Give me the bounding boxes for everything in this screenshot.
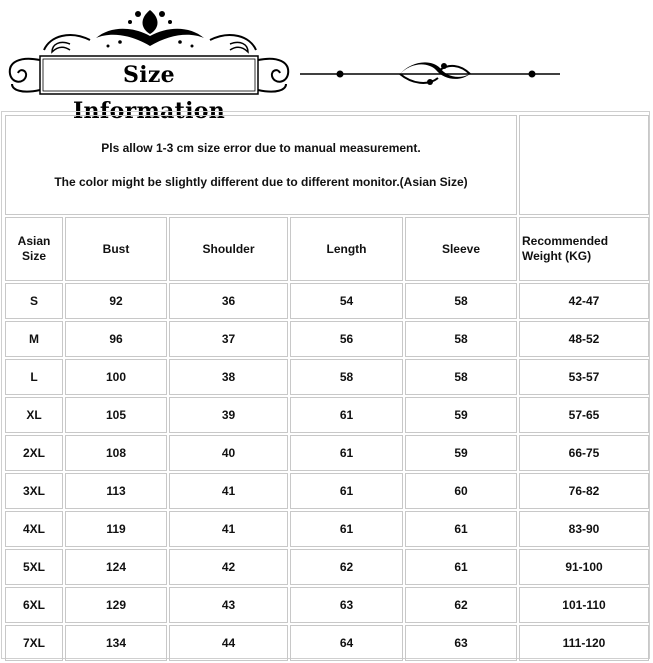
notes-empty-cell [519,115,649,215]
cell-length: 61 [290,435,403,471]
cell-shoulder: 43 [169,587,288,623]
header-recommended-weight [519,217,649,281]
cell-length: 62 [290,549,403,585]
cell-weight: 48-52 [519,321,649,357]
table-row [5,435,649,471]
cell-weight: 83-90 [519,511,649,547]
cell-sleeve: 59 [405,435,517,471]
table-row [5,397,649,433]
cell-bust: 96 [65,321,167,357]
cell-size: 6XL [5,587,63,623]
cell-length: 64 [290,625,403,661]
cell-sleeve: 61 [405,549,517,585]
header-length: Length [290,217,403,281]
cell-shoulder: 41 [169,511,288,547]
table-header-row [5,217,649,281]
notes-cell [5,115,517,215]
cell-size: 3XL [5,473,63,509]
table-row [5,587,649,623]
cell-weight: 66-75 [519,435,649,471]
cell-bust: 124 [65,549,167,585]
cell-weight: 57-65 [519,397,649,433]
cell-sleeve: 58 [405,321,517,357]
table-row [5,359,649,395]
header-shoulder: Shoulder [169,217,288,281]
cell-shoulder: 42 [169,549,288,585]
cell-size: 4XL [5,511,63,547]
cell-size: 7XL [5,625,63,661]
table-row [5,511,649,547]
cell-size: 5XL [5,549,63,585]
cell-weight: 111-120 [519,625,649,661]
header-bust: Bust [65,217,167,281]
cell-size: L [5,359,63,395]
cell-weight: 76-82 [519,473,649,509]
table-row [5,283,649,319]
cell-length: 61 [290,397,403,433]
cell-length: 54 [290,283,403,319]
cell-bust: 105 [65,397,167,433]
header-asian-size [5,217,63,281]
cell-sleeve: 58 [405,283,517,319]
cell-length: 56 [290,321,403,357]
cell-sleeve: 58 [405,359,517,395]
cell-shoulder: 39 [169,397,288,433]
cell-length: 63 [290,587,403,623]
table-row [5,321,649,357]
header-sleeve: Sleeve [405,217,517,281]
table-row [5,549,649,585]
note-color-difference: The color might be slightly different due to different monitor.(Asian Size) [54,174,468,189]
cell-shoulder: 37 [169,321,288,357]
table-row [5,473,649,509]
header-weight-line2: Weight (KG) [522,249,592,263]
cell-weight: 101-110 [519,587,649,623]
banner-title: Size Information [72,62,226,124]
cell-size: XL [5,397,63,433]
cell-sleeve: 62 [405,587,517,623]
cell-bust: 119 [65,511,167,547]
table-row [5,625,649,661]
cell-weight: 42-47 [519,283,649,319]
note-measurement-error: Pls allow 1-3 cm size error due to manual measurement. [101,140,421,155]
cell-sleeve: 59 [405,397,517,433]
header-asian-size-line1: Asian [17,234,51,248]
cell-shoulder: 44 [169,625,288,661]
cell-shoulder: 36 [169,283,288,319]
cell-length: 61 [290,511,403,547]
header-asian-size-line2: Size [21,249,46,263]
cell-sleeve: 63 [405,625,517,661]
cell-bust: 113 [65,473,167,509]
cell-bust: 108 [65,435,167,471]
size-info-banner [0,0,653,124]
cell-bust: 92 [65,283,167,319]
cell-size: M [5,321,63,357]
cell-bust: 129 [65,587,167,623]
cell-length: 58 [290,359,403,395]
cell-size: S [5,283,63,319]
notes-row [5,115,649,215]
cell-sleeve: 60 [405,473,517,509]
cell-shoulder: 40 [169,435,288,471]
cell-shoulder: 38 [169,359,288,395]
cell-bust: 134 [65,625,167,661]
size-chart-table [3,113,651,663]
header-weight-line1: Recommended [522,234,609,248]
cell-bust: 100 [65,359,167,395]
cell-shoulder: 41 [169,473,288,509]
cell-size: 2XL [5,435,63,471]
cell-weight: 53-57 [519,359,649,395]
cell-weight: 91-100 [519,549,649,585]
cell-sleeve: 61 [405,511,517,547]
cell-length: 61 [290,473,403,509]
